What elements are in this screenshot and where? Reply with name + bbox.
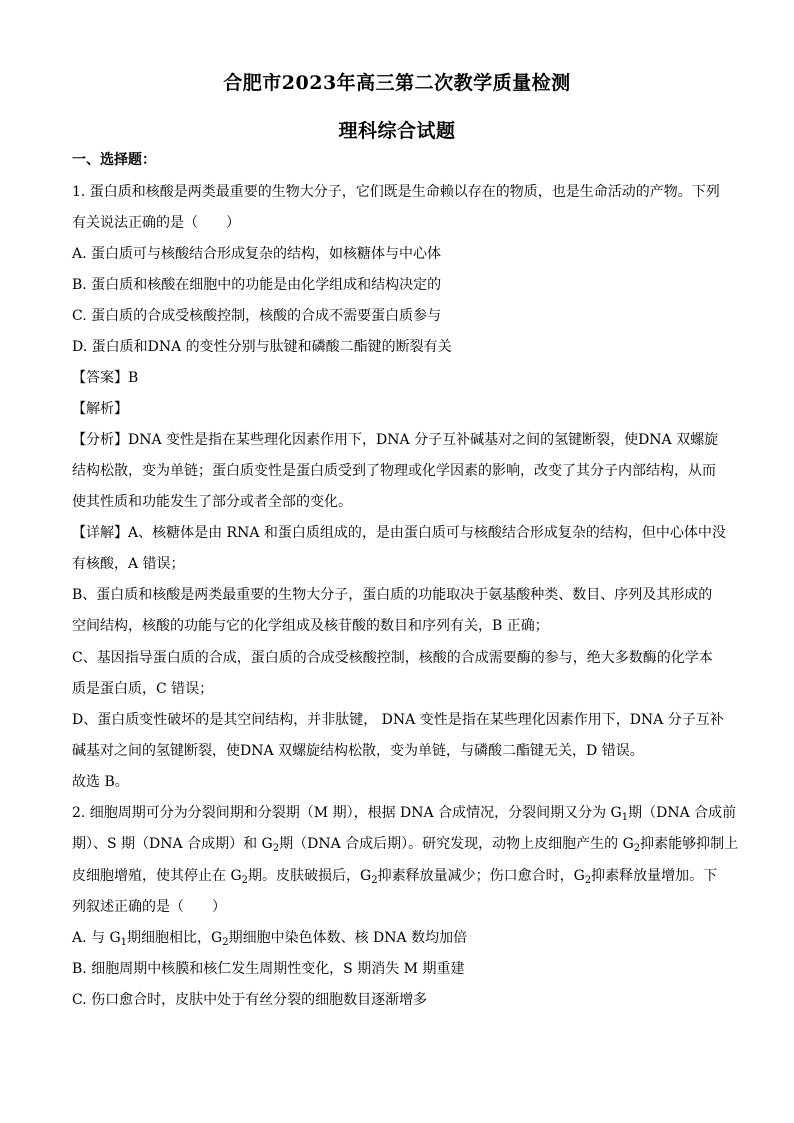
q2-option-c: C. 伤口愈合时，皮肤中处于有丝分裂的细胞数目逐渐增多: [72, 992, 428, 1008]
q1-analysis-line: 【详解】A、核糖体是由 RNA 和蛋白质组成的，是由蛋白质可与核酸结合形成复杂的结构，但中心体中没: [72, 525, 726, 541]
q2-stem-line-4: 列叙述正确的是（ ）: [72, 899, 226, 915]
q1-option-d: D. 蛋白质和DNA 的变性分别与肽键和磷酸二酯键的断裂有关: [72, 339, 452, 355]
q1-analysis-line: 碱基对之间的氢键断裂，使DNA 双螺旋结构松散，变为单链，与磷酸二酯键无关，D 错误。: [72, 743, 644, 759]
q1-analysis-line: 空间结构，核酸的功能与它的化学组成及核苷酸的数目和序列有关，B 正确；: [72, 618, 549, 634]
q1-analysis-line: 结构松散，变为单链；蛋白质变性是蛋白质受到了物理或化学因素的影响，改变了其分子内部结构，从而: [72, 463, 716, 479]
q2-stem-line-3: 皮细胞增殖，使其停止在 $G_2$期。皮肤破损后，$G_2$抑素释放量减少；伤口愈合时，$G_2$抑素释放量增加。下: [72, 868, 718, 886]
q1-stem-line-2: 有关说法正确的是（ ）: [72, 215, 240, 231]
q1-option-a: A. 蛋白质可与核酸结合形成复杂的结构，如核糖体与中心体: [72, 246, 442, 262]
q1-option-b: B. 蛋白质和核酸在细胞中的功能是由化学组成和结构决定的: [72, 277, 442, 293]
q1-analysis-line: 【分析】DNA 变性是指在某些理化因素作用下，DNA 分子互补碱基对之间的氢键断裂，使DNA 双螺旋: [72, 432, 719, 448]
q2-stem-line-1: 2. 细胞周期可分为分裂间期和分裂期（M 期），根据 DNA 合成情况，分裂间期又分为 $G_1$期（DNA 合成前: [72, 805, 737, 823]
exam-subtitle: 理科综合试题: [338, 120, 456, 142]
q1-analysis-line: 质是蛋白质，C 错误；: [72, 681, 214, 697]
q1-option-c: C. 蛋白质的合成受核酸控制，核酸的合成不需要蛋白质参与: [72, 308, 442, 324]
q1-analysis-line: 使其性质和功能发生了部分或者全部的变化。: [72, 494, 352, 510]
q1-analysis-line: 故选 B。: [72, 774, 129, 790]
q2-stem-line-2: 期）、S 期（DNA 合成期）和 $G_2$期（DNA 合成后期）。研究发现，动物上皮细胞产生的 $G_2$抑素能够抑制上: [72, 836, 739, 854]
q1-stem-line-1: 1. 蛋白质和核酸是两类最重要的生物大分子，它们既是生命赖以存在的物质，也是生命活动的产物。下列: [72, 184, 720, 200]
q1-analysis-line: B、蛋白质和核酸是两类最重要的生物大分子，蛋白质的功能取决于氨基酸种类、数目、序列及其形成的: [72, 587, 713, 603]
q2-option-b: B. 细胞周期中核膜和核仁发生周期性变化，S 期消失 M 期重建: [72, 961, 465, 977]
exam-title: 合肥市2023年高三第二次教学质量检测: [223, 72, 571, 94]
q1-analysis-line: 有核酸，A 错误；: [72, 556, 185, 572]
q2-option-a: A. 与 $G_1$期细胞相比，$G_2$期细胞中染色体数、核 DNA 数均加倍: [72, 930, 468, 948]
q1-analysis-line: C、基因指导蛋白质的合成，蛋白质的合成受核酸控制，核酸的合成需要酶的参与，绝大多数酶的化学本: [72, 650, 713, 666]
q1-analysis-line: D、蛋白质变性破坏的是其空间结构，并非肽键， DNA 变性是指在某些理化因素作用下，DNA 分子互补: [72, 712, 724, 728]
q1-answer: 【答案】B: [72, 370, 139, 386]
q1-analysis-heading: 【解析】: [72, 401, 128, 417]
section-heading: 一、选择题：: [72, 152, 156, 168]
